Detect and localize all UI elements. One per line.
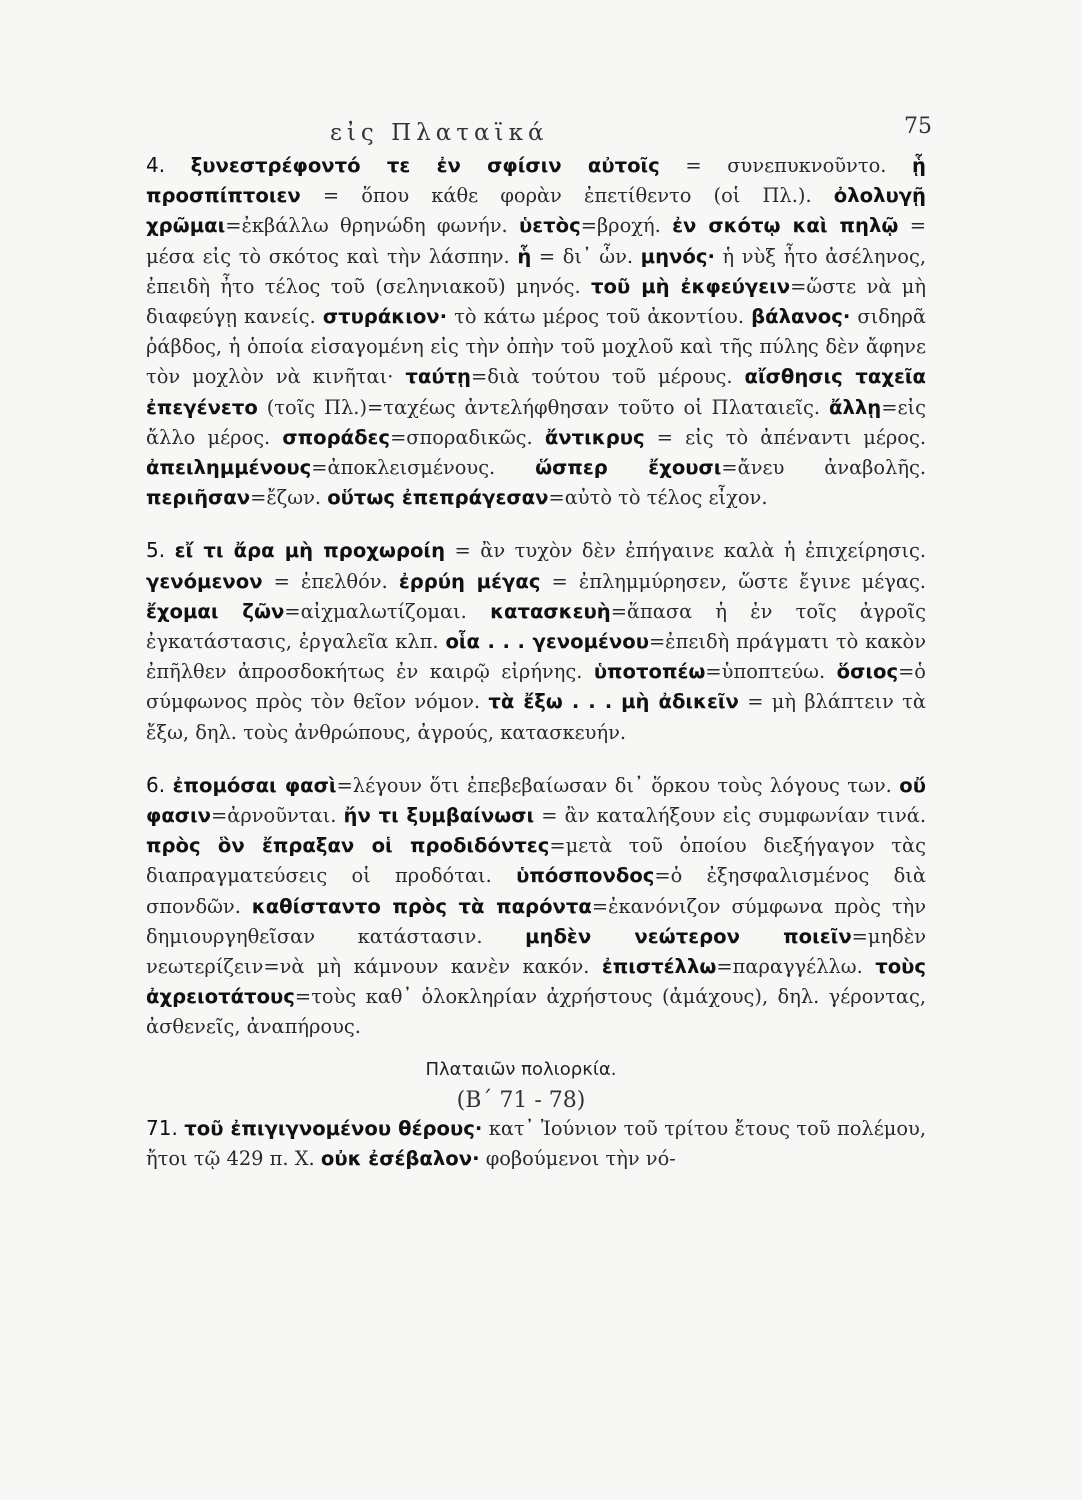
gloss: =σποραδικῶς.	[390, 425, 545, 449]
lemma: κατασκευὴ	[490, 599, 611, 623]
lemma: ἐν σκότῳ καὶ πηλῷ	[672, 214, 899, 238]
lemma: μηνός·	[640, 244, 715, 268]
paragraph-4	[116, 150, 926, 513]
paragraph-number: 6.	[146, 772, 166, 797]
lemma: ἐπιστέλλω	[601, 955, 717, 979]
paragraph-text	[146, 1117, 926, 1170]
lemma: ξυνεστρέφοντό τε ἐν σφίσιν αὐτοῖς	[190, 154, 660, 177]
gloss: =ἀποκλεισμένους.	[311, 456, 536, 480]
gloss: κατ᾿ Ἰούνιον τοῦ τρίτου ἔτους τοῦ πολέμου, ἤτοι τῷ 429 π. Χ.	[146, 1116, 926, 1170]
paragraph-5	[116, 535, 926, 747]
gloss: =εἰς ἄλλο μέρος.	[146, 395, 926, 449]
gloss: =ἀρνοῦνται.	[211, 804, 344, 828]
gloss: =μετὰ τοῦ ὁποίου διεξήγαγον τὰς διαπραγματεύσεις οἱ προδόται.	[146, 834, 926, 888]
lemma: ἄντικρυς	[544, 425, 645, 449]
gloss: =μηδὲν νεωτερίζειν=νὰ μὴ κάμνουν κανὲν κακόν.	[146, 924, 927, 979]
lemma: οὔ φασιν	[146, 773, 926, 828]
gloss: =ὥστε νὰ μὴ διαφεύγῃ κανείς.	[146, 274, 926, 329]
paragraph-number: 4.	[146, 153, 166, 177]
paragraph-text	[146, 774, 926, 1039]
lemma: ὑποτοπέω	[593, 660, 706, 684]
lemma: πρὸς ὃν ἔπραξαν οἱ προδιδόντες	[146, 834, 550, 858]
gloss: = συνεπυκνοῦντο.	[659, 154, 913, 177]
lemma: οἷα . . . γενομένου	[445, 630, 649, 654]
lemma: στυράκιον·	[322, 305, 448, 329]
gloss: =ἅπασα ἡ ἐν τοῖς ἀγροῖς ἐγκατάστασις, ἐργαλεῖα κλπ.	[146, 599, 926, 654]
gloss: =ὁ σύμφωνος πρὸς τὸν θεῖον νόμον.	[146, 660, 926, 714]
lemma: οὕτως ἐπεπράγεσαν	[327, 486, 549, 510]
gloss: =ἐκανόνιζον σύμφωνα πρὸς τὴν δημιουργηθεῖσαν κατάστασιν.	[146, 894, 926, 948]
gloss: = ἐπελθόν.	[262, 569, 399, 593]
page-header	[0, 108, 1082, 148]
gloss: =ἔζων.	[250, 486, 328, 510]
gloss: = εἰς τὸ ἀπέναντι μέρος.	[644, 425, 927, 449]
gloss: φοβούμενοι τὴν νό-	[479, 1146, 676, 1170]
lemma: ὑετὸς	[519, 214, 581, 238]
paragraph-number: 71.	[146, 1115, 178, 1140]
lemma: οὐκ ἐσέβαλον·	[320, 1146, 480, 1170]
gloss: = ὅπου κάθε φορὰν ἐπετίθεντο (οἱ Πλ.).	[300, 184, 834, 208]
gloss: = δι᾿ ὧν.	[531, 244, 641, 268]
gloss: =αἰχμαλωτίζομαι.	[284, 599, 491, 623]
lemma: περιῆσαν	[146, 486, 251, 510]
lemma: ἔχομαι ζῶν	[146, 599, 285, 623]
lemma: τοῦ ἐπιγιγνομένου θέρους·	[184, 1116, 483, 1140]
gloss: =παραγγέλλω.	[716, 955, 876, 979]
gloss: =διὰ τούτου τοῦ μέρους.	[471, 365, 745, 389]
gloss: =ἄνευ ἀναβολῆς.	[721, 456, 926, 480]
lemma: ὅσιος	[836, 660, 899, 684]
lemma: ἐρρύη μέγας	[398, 569, 541, 593]
paragraph-71	[116, 1113, 926, 1174]
lemma: ταύτῃ	[405, 365, 472, 389]
section-heading: Πλαταιῶν πολιορκία.	[425, 1058, 617, 1080]
gloss: = μέσα εἰς τὸ σκότος καὶ τὴν λάσπην.	[146, 214, 926, 268]
lemma: ὥσπερ ἔχουσι	[535, 456, 722, 480]
gloss: ἡ νὺξ ἦτο ἀσέληνος, ἐπειδὴ ἦτο τέλος τοῦ (σεληνιακοῦ) μηνός.	[146, 244, 926, 298]
lemma: ἧ	[517, 244, 532, 268]
lemma: γενόμενον	[146, 569, 263, 593]
lemma: βάλανος·	[751, 305, 851, 329]
lemma: καθίσταντο πρὸς τὰ παρόντα	[251, 894, 592, 918]
gloss: = ἐπλημμύρησεν, ὥστε ἔγινε μέγας.	[540, 569, 926, 593]
lemma: εἴ τι ἄρα μὴ προχωροίη	[174, 539, 446, 563]
gloss: τὸ κάτω μέρος τοῦ ἀκοντίου.	[447, 305, 752, 329]
gloss: =ὁ ἐξησφαλισμένος διὰ σπονδῶν.	[146, 864, 926, 918]
gloss: =αὐτὸ τὸ τέλος εἶχον.	[548, 486, 768, 510]
paragraph-6	[116, 770, 926, 1043]
gloss: =τοὺς καθ᾿ ὁλοκληρίαν ἀχρήστους (ἀμάχους), δηλ. γέροντας, ἀσθενεῖς, ἀναπήρους.	[146, 985, 926, 1039]
lemma: τοὺς ἀχρειοτάτους	[146, 955, 926, 1009]
lemma: ἤν τι ξυμβαίνωσι	[343, 804, 535, 828]
lemma: ἀπειλημμένους	[146, 456, 312, 480]
lemma: ᾗ προσπίπτοιεν	[146, 154, 926, 208]
lemma: αἴσθησις ταχεῖα ἐπεγένετο	[146, 365, 926, 419]
lemma: μηδὲν νεώτερον ποιεῖν	[525, 924, 852, 948]
lemma: τοῦ μὴ ἐκφεύγειν	[591, 274, 791, 298]
running-title: εἰς Πλαταϊκά	[330, 120, 549, 146]
lemma: τὰ ἔξω . . . μὴ ἀδικεῖν	[488, 690, 739, 714]
lemma: ὑπόσπονδος	[516, 864, 655, 888]
paragraph-text	[146, 539, 926, 743]
lemma: ὀλολυγῇ χρῶμαι	[146, 184, 926, 238]
gloss: =ἐκβάλλω θρηνώδη φωνήν.	[225, 214, 519, 238]
paragraph-text	[146, 154, 926, 509]
lemma: ἐπομόσαι φασὶ	[172, 773, 337, 797]
page-body	[116, 150, 926, 1174]
page-number: 75	[904, 114, 932, 139]
gloss: =ἐπειδὴ πράγματι τὸ κακὸν ἐπῆλθεν ἀπροσδοκήτως ἐν καιρῷ εἰρήνης.	[146, 630, 926, 684]
paragraph-number: 5.	[146, 538, 166, 563]
lemma: σποράδες	[282, 425, 391, 449]
gloss: = μὴ βλάπτειν τὰ ἔξω, δηλ. τοὺς ἀνθρώπους, ἀγρούς, κατασκευήν.	[146, 690, 926, 744]
gloss: =βροχή.	[580, 214, 673, 238]
lemma: ἄλλῃ	[829, 395, 882, 419]
gloss: =ὑποπτεύω.	[705, 660, 837, 684]
gloss: = ἂν καταλήξουν εἰς συμφωνίαν τινά.	[534, 804, 926, 828]
gloss: (τοῖς Πλ.)=ταχέως ἀντελήφθησαν τοῦτο οἱ Πλαταιεῖς.	[257, 395, 830, 419]
section-range: (Β΄ 71 - 78)	[456, 1087, 586, 1113]
gloss: σιδηρᾶ ῥάβδος, ἡ ὁποία εἰσαγομένη εἰς τὴν ὀπὴν τοῦ μοχλοῦ καὶ τῆς πύλης δὲν ἄφηνε τὸν μοχλὸν νὰ κινῆται·	[146, 305, 926, 389]
gloss: = ἂν τυχὸν δὲν ἐπήγαινε καλὰ ἡ ἐπιχείρησις.	[445, 539, 926, 563]
gloss: =λέγουν ὅτι ἐπεβεβαίωσαν δι᾿ ὅρκου τοὺς λόγους των.	[336, 773, 900, 797]
